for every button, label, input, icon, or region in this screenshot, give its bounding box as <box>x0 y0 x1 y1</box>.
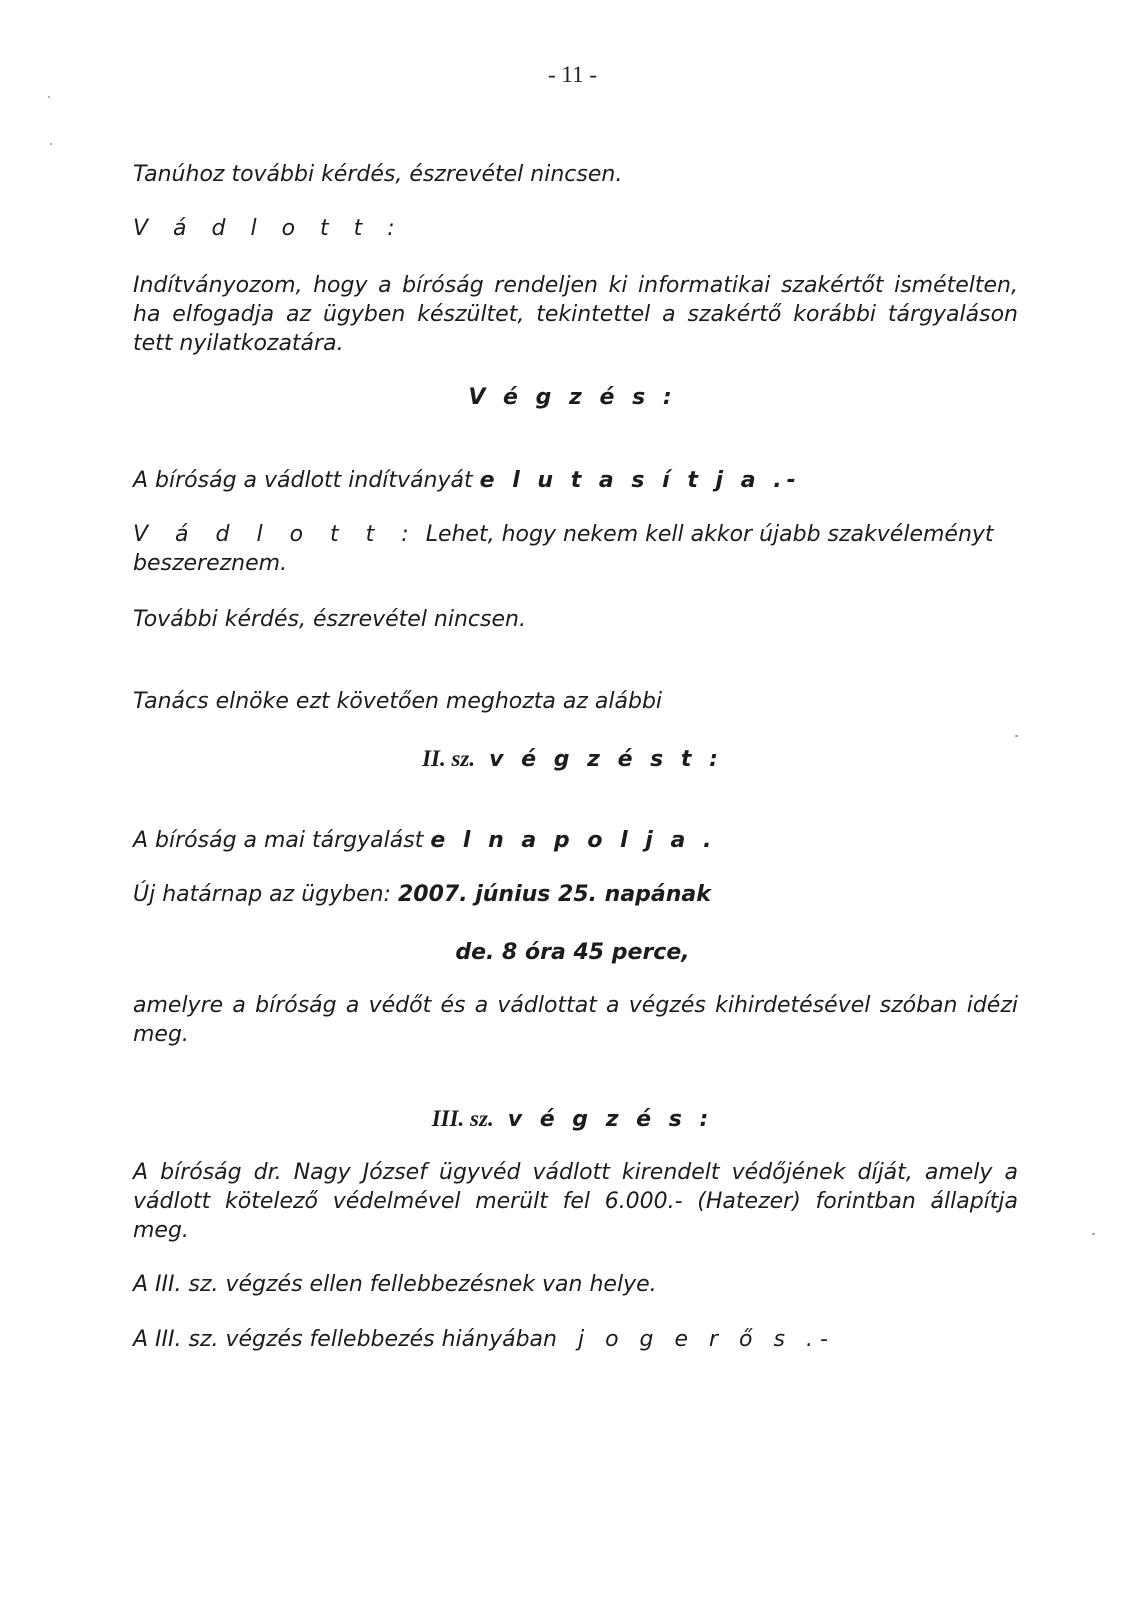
defendant2-text: Lehet, hogy nekem kell akkor újabb szakvéleményt beszereznem. <box>133 522 994 576</box>
defendant-label-text: V á d l o t t : <box>133 216 404 241</box>
ruling1-text-emphasis: e l u t a s í t j a .- <box>479 468 801 493</box>
ruling2-heading <box>0 744 1145 774</box>
no-further-questions: További kérdés, észrevétel nincsen. <box>133 607 526 632</box>
final-text-prefix: A III. sz. végzés fellebbezés hiányában <box>133 1327 564 1352</box>
no-questions-witness: Tanúhoz további kérdés, észrevétel nincsen. <box>133 162 623 187</box>
ruling3-heading-roman: III. sz. <box>431 1106 494 1131</box>
scan-speck <box>1092 1233 1095 1235</box>
new-date-value: 2007. június 25. napának <box>397 882 711 907</box>
ruling3-heading <box>0 1104 1145 1134</box>
defendant-label <box>133 214 1018 243</box>
ruling2-heading-word: v é g z é s t : <box>489 747 723 772</box>
page-number: - 11 - <box>548 62 597 87</box>
chair-statement: Tanács elnöke ezt követően meghozta az alábbi <box>133 689 663 714</box>
new-time: de. 8 óra 45 perce, <box>455 940 690 965</box>
adjourn-text-prefix: A bíróság a mai tárgyalást <box>133 828 431 853</box>
motion-paragraph: Indítványozom, hogy a bíróság rendeljen ki informatikai szakértőt ismételten, ha elfogadja az ügyben készültet, tekintettel a szakértő korábbi tárgyaláson tett nyilatkozatára. <box>133 273 1018 356</box>
scan-speck <box>48 96 50 98</box>
adjourn-text-emphasis: e l n a p o l j a . <box>430 828 717 853</box>
fee-paragraph: A bíróság dr. Nagy József ügyvéd vádlott kirendelt védőjének díját, amely a vádlott kötelező védelmével merült fel 6.000.- (Hatezer) forintban állapítja meg. <box>133 1160 1018 1243</box>
new-date-paragraph <box>133 880 1018 909</box>
final-text-emphasis: j o g e r ő s .- <box>577 1327 835 1352</box>
ruling1-paragraph <box>133 466 1018 495</box>
appeal-paragraph: A III. sz. végzés ellen fellebbezésnek van helye. <box>133 1272 657 1297</box>
ruling1-heading <box>0 383 1145 412</box>
scan-speck <box>50 143 52 145</box>
ruling1-heading-text: V é g z é s : <box>468 385 677 410</box>
adjourn-paragraph <box>133 826 1018 855</box>
summons-paragraph: amelyre a bíróság a védőt és a vádlottat a végzés kihirdetésével szóban idézi meg. <box>133 993 1018 1047</box>
defendant2-paragraph <box>133 520 1018 578</box>
ruling2-heading-roman: II. sz. <box>422 746 476 771</box>
new-date-prefix: Új határnap az ügyben: <box>133 882 398 907</box>
final-paragraph <box>133 1325 1018 1354</box>
ruling1-text-prefix: A bíróság a vádlott indítványát <box>133 468 480 493</box>
scan-speck <box>1015 735 1018 737</box>
defendant2-label: V á d l o t t : <box>133 522 419 547</box>
ruling3-heading-word: v é g z é s : <box>507 1107 714 1132</box>
